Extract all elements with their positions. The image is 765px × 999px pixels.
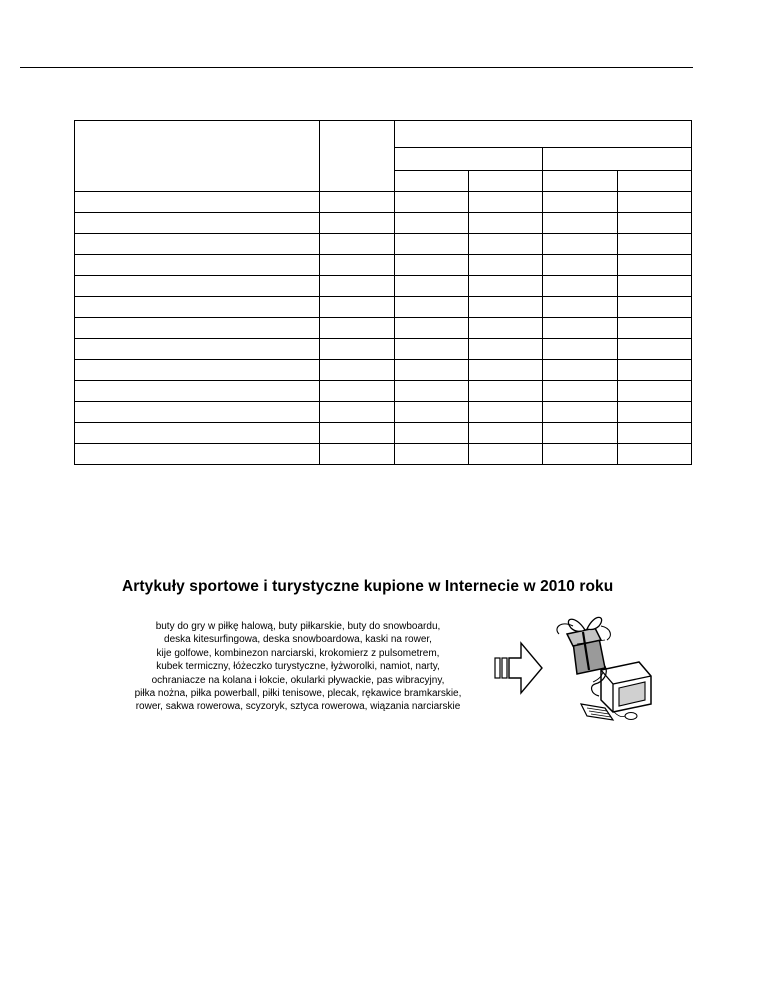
table-row — [75, 402, 692, 423]
item-list-line: rower, sakwa rowerowa, scyzoryk, sztyca rowerowa, wiązania narciarskie — [135, 701, 461, 713]
table-cell — [320, 213, 395, 234]
table-cell — [543, 255, 618, 276]
table-cell — [395, 360, 469, 381]
table-cell — [320, 423, 395, 444]
table-row — [75, 381, 692, 402]
table-cell — [543, 423, 618, 444]
table-cell — [395, 444, 469, 465]
table-cell — [75, 339, 320, 360]
table-cell — [618, 402, 692, 423]
table-row — [75, 423, 692, 444]
table-header-cell — [320, 121, 395, 192]
table-cell — [543, 192, 618, 213]
table-cell — [618, 234, 692, 255]
table-cell — [469, 234, 543, 255]
table-cell — [395, 297, 469, 318]
table-cell — [543, 318, 618, 339]
table-cell — [469, 444, 543, 465]
table-cell — [395, 192, 469, 213]
item-list-line: kubek termiczny, łóżeczko turystyczne, łyżworolki, namiot, narty, — [156, 661, 440, 673]
table-cell — [543, 402, 618, 423]
item-list — [104, 620, 492, 714]
table-cell — [395, 234, 469, 255]
table-body — [75, 192, 692, 465]
table-cell — [320, 339, 395, 360]
table-header-cell — [75, 121, 320, 192]
table-cell — [618, 381, 692, 402]
table-cell — [543, 234, 618, 255]
table-row — [75, 444, 692, 465]
table-cell — [75, 381, 320, 402]
table-cell — [469, 276, 543, 297]
table-cell — [469, 381, 543, 402]
table-cell — [469, 297, 543, 318]
table-cell — [75, 444, 320, 465]
table-cell — [543, 213, 618, 234]
computer-gift-box-icon — [543, 612, 653, 722]
item-list-line: piłka nożna, piłka powerball, piłki tenisowe, plecak, rękawice bramkarskie, — [134, 688, 462, 700]
double-outline-arrow-right-icon — [494, 640, 544, 696]
table-cell — [75, 297, 320, 318]
table-cell — [618, 297, 692, 318]
table-cell — [618, 444, 692, 465]
table-row — [75, 276, 692, 297]
table-header-cell — [395, 171, 469, 192]
table-cell — [395, 213, 469, 234]
table-cell — [75, 360, 320, 381]
table-cell — [469, 318, 543, 339]
table-cell — [320, 360, 395, 381]
item-list-line: deska kitesurfingowa, deska snowboardowa, kaski na rower, — [164, 634, 432, 646]
table-row — [75, 339, 692, 360]
table-row — [75, 297, 692, 318]
table-row — [75, 192, 692, 213]
table-cell — [618, 360, 692, 381]
table-cell — [75, 255, 320, 276]
table-header-cell — [395, 148, 543, 171]
table-cell — [469, 339, 543, 360]
table-row — [75, 318, 692, 339]
table-cell — [320, 255, 395, 276]
table-cell — [618, 339, 692, 360]
table-cell — [395, 381, 469, 402]
table-cell — [395, 423, 469, 444]
table-cell — [618, 318, 692, 339]
table-cell — [75, 234, 320, 255]
item-list-line: buty do gry w piłkę halową, buty piłkarskie, buty do snowboardu, — [155, 621, 441, 632]
table-cell — [543, 360, 618, 381]
table-cell — [395, 339, 469, 360]
table-header-cell — [618, 171, 692, 192]
table-cell — [543, 339, 618, 360]
table-cell — [469, 402, 543, 423]
item-list-line: ochraniacze na kolana i łokcie, okularki pływackie, pas wibracyjny, — [151, 674, 445, 686]
table-cell — [543, 276, 618, 297]
table-row — [75, 213, 692, 234]
table-cell — [320, 276, 395, 297]
table-row — [75, 360, 692, 381]
table-cell — [320, 402, 395, 423]
table-cell — [320, 297, 395, 318]
table-cell — [618, 276, 692, 297]
table-cell — [618, 192, 692, 213]
table-cell — [395, 276, 469, 297]
table-cell — [469, 255, 543, 276]
table-cell — [75, 423, 320, 444]
table-cell — [618, 213, 692, 234]
table-cell — [320, 318, 395, 339]
figure-title: Artykuły sportowe i turystyczne kupione w Internecie w 2010 roku — [122, 578, 614, 595]
table-header-cell — [543, 171, 618, 192]
table-cell — [75, 402, 320, 423]
table-cell — [543, 444, 618, 465]
table-cell — [469, 192, 543, 213]
table-cell — [320, 381, 395, 402]
table-row — [75, 255, 692, 276]
table-cell — [618, 255, 692, 276]
table-header-cell — [543, 148, 692, 171]
table-cell — [395, 255, 469, 276]
table-header-cell — [395, 121, 692, 148]
table-cell — [543, 297, 618, 318]
table-row — [75, 234, 692, 255]
table-cell — [320, 444, 395, 465]
table-cell — [469, 360, 543, 381]
table-cell — [469, 423, 543, 444]
table-cell — [395, 318, 469, 339]
header-rule — [20, 67, 693, 68]
empty-data-table — [74, 120, 692, 465]
table-cell — [75, 276, 320, 297]
table-cell — [75, 318, 320, 339]
table-cell — [75, 192, 320, 213]
table-header-cell — [469, 171, 543, 192]
table-cell — [618, 423, 692, 444]
table-cell — [75, 213, 320, 234]
table-cell — [320, 234, 395, 255]
table-cell — [395, 402, 469, 423]
item-list-line: kije golfowe, kombinezon narciarski, krokomierz z pulsometrem, — [156, 647, 440, 659]
table-cell — [469, 213, 543, 234]
table-cell — [543, 381, 618, 402]
table-cell — [320, 192, 395, 213]
